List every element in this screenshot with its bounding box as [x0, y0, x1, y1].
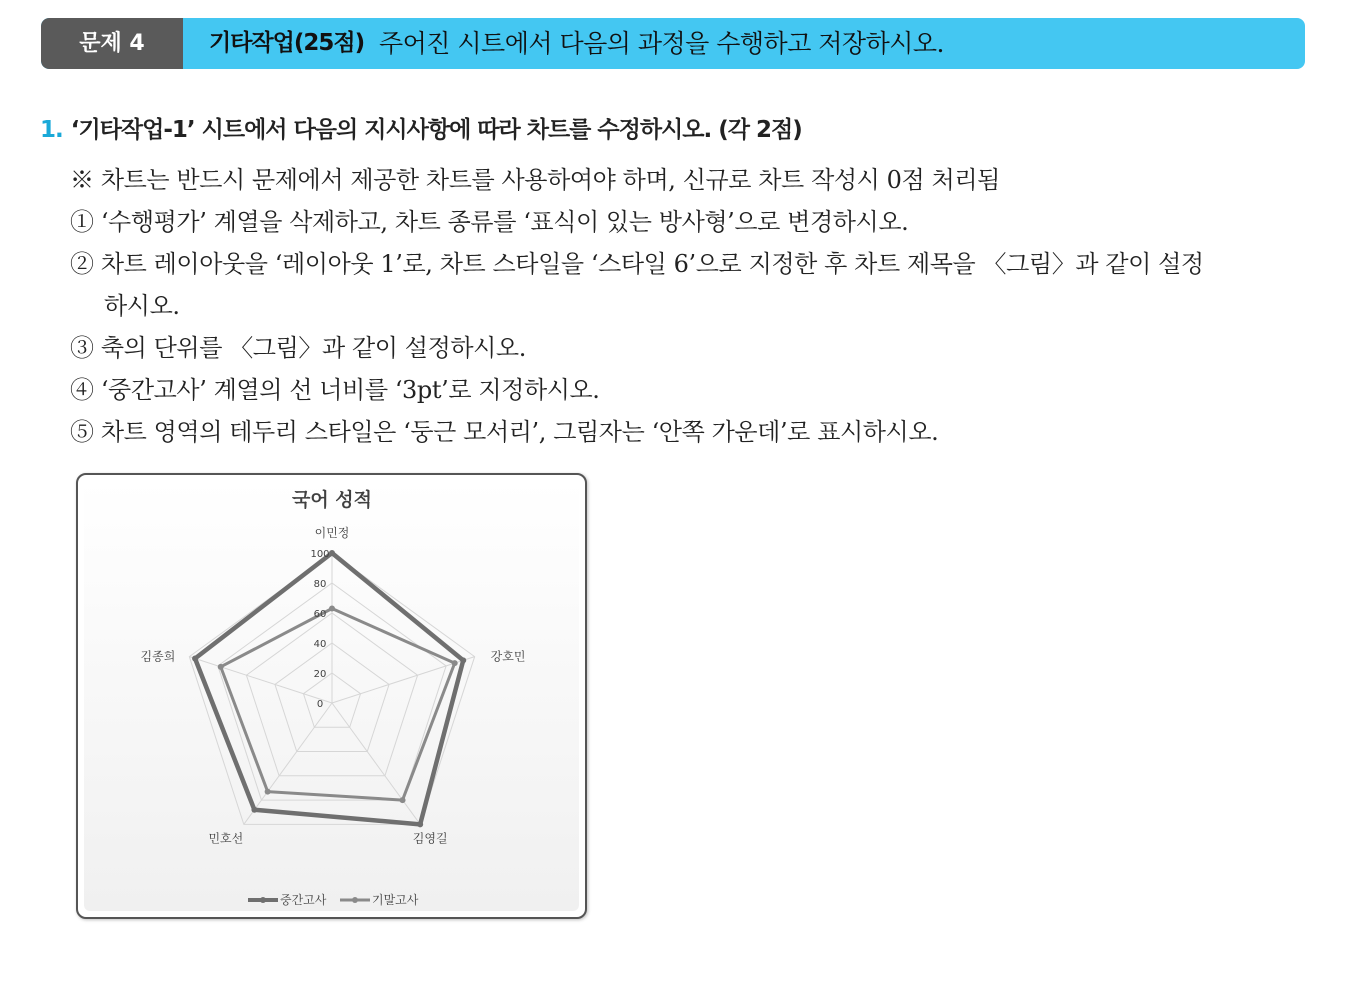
problem-description: 주어진 시트에서 다음의 과정을 수행하고 저장하시오. [379, 29, 944, 58]
chart-title: 국어 성적 [291, 489, 373, 511]
series-2-marker [218, 664, 224, 670]
instruction-note: ※ 차트는 반드시 문제에서 제공한 차트를 사용하여야 하며, 신규로 차트 작성시 0점 처리됨 [70, 166, 1000, 194]
series-1-marker [329, 550, 335, 556]
problem-banner [41, 18, 1305, 69]
legend-label: 기말고사 [372, 893, 419, 907]
series-1-marker [251, 807, 257, 813]
series-2-marker [265, 789, 271, 795]
category-label: 김종희 [140, 649, 176, 664]
instruction-1: ① ‘수행평가’ 계열을 삭제하고, 차트 종류를 ‘표식이 있는 방사형’으로 변경하시오. [70, 208, 909, 236]
question-text: ‘기타작업-1’ 시트에서 다음의 지시사항에 따라 차트를 수정하시오. (각 2점) [70, 117, 802, 143]
legend-marker [352, 897, 358, 903]
axis-tick-label: 80 [313, 579, 327, 590]
axis-tick-label: 0 [316, 699, 324, 710]
category-label: 이민정 [314, 526, 350, 540]
instruction-2: ② 차트 레이아웃을 ‘레이아웃 1’로, 차트 스타일을 ‘스타일 6’으로 지정한 후 차트 제목을 〈그림〉과 같이 설정 [70, 250, 1204, 278]
category-label: 민호선 [208, 831, 244, 846]
series-line-1 [195, 553, 463, 824]
radar-chart[interactable] [76, 473, 587, 919]
radar-spoke [332, 703, 420, 824]
series-2-marker [452, 660, 458, 666]
axis-tick-label: 100 [310, 549, 330, 560]
question-heading [40, 110, 802, 150]
series-1-marker [417, 821, 423, 827]
category-label: 강호민 [490, 649, 526, 664]
instruction-5: ⑤ 차트 영역의 테두리 스타일은 ‘둥근 모서리’, 그림자는 ‘안쪽 가운데’로 표시하시오. [70, 418, 939, 446]
problem-label: 문제 4 [41, 18, 183, 69]
instruction-3: ③ 축의 단위를 〈그림〉과 같이 설정하시오. [70, 334, 526, 362]
instruction-2-cont: 하시오. [104, 292, 180, 320]
radar-chart-svg [78, 475, 585, 917]
series-1-marker [192, 656, 198, 662]
instruction-4: ④ ‘중간고사’ 계열의 선 너비를 ‘3pt’로 지정하시오. [70, 376, 600, 404]
series-1-marker [460, 657, 466, 663]
series-2-marker [329, 606, 335, 612]
axis-tick-label: 20 [313, 669, 327, 680]
problem-category: 기타작업(25점) [209, 30, 365, 56]
axis-tick-label: 40 [313, 639, 327, 650]
series-2-marker [400, 797, 406, 803]
legend-label: 중간고사 [280, 893, 327, 907]
axis-tick-label: 60 [313, 609, 327, 620]
legend-marker [260, 897, 266, 903]
question-number: 1. [40, 117, 63, 143]
category-label: 김영길 [412, 831, 448, 846]
